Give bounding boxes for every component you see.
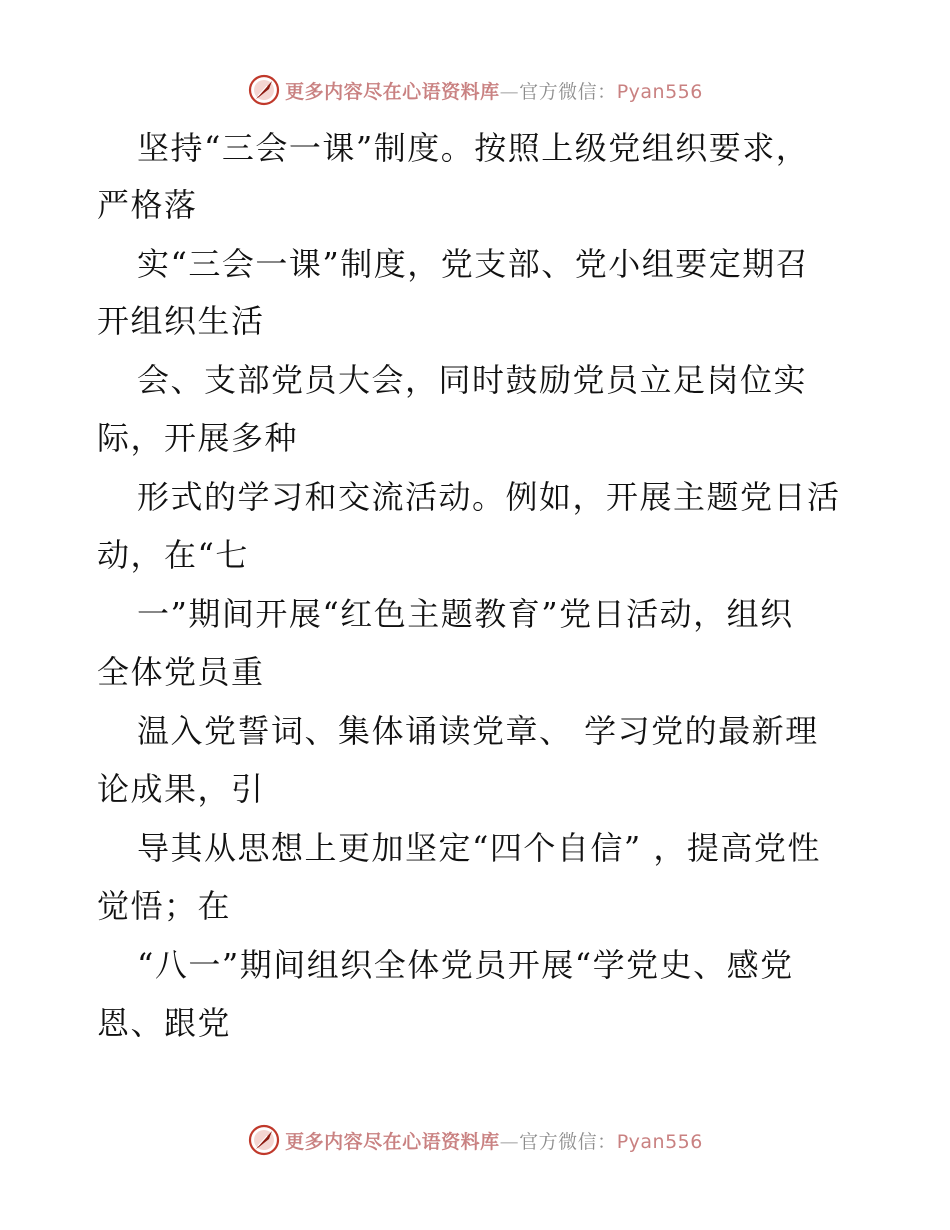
text-line: 温入党誓词、集体诵读党章、 学习党的最新理 [137,712,819,750]
watermark-wechat-label: 官方微信： [519,1130,617,1153]
watermark-dash: — [499,80,520,103]
text-line: 导其从思想上更加坚定“四个自信” ，提高党性 [137,829,821,867]
watermark-wechat-id: Pyan556 [616,80,703,103]
text-line: 论成果，引 [97,770,265,808]
header-watermark [0,70,950,110]
watermark-wechat-label: 官方微信： [519,80,617,103]
watermark-main-text: 更多内容尽在心语资料库 [285,1130,500,1153]
watermark-wechat-id: Pyan556 [616,1130,703,1153]
text-line: 恩、跟党 [97,1004,232,1042]
quill-logo-icon [247,1123,281,1157]
watermark-main-text: 更多内容尽在心语资料库 [285,80,500,103]
text-line: 坚持“三会一课”制度。按照上级党组织要求， [137,129,810,167]
text-line: “八一”期间组织全体党员开展“学党史、感党 [137,946,794,984]
text-line: 觉悟；在 [97,887,232,925]
text-line: 全体党员重 [97,653,265,691]
text-line: 形式的学习和交流活动。例如，开展主题党日活 [137,478,841,516]
watermark-dash: — [499,1130,520,1153]
text-line: 一”期间开展“红色主题教育”党日活动，组织 [137,595,794,633]
text-line: 动，在“七 [97,536,249,574]
text-line: 际，开展多种 [97,419,299,457]
text-line: 实“三会一课”制度，党支部、党小组要定期召 [137,245,810,283]
footer-watermark [0,1120,950,1160]
quill-logo-icon [247,73,281,107]
text-line: 会、支部党员大会，同时鼓励党员立足岗位实 [137,361,808,399]
text-line: 严格落 [97,186,198,224]
text-line: 开组织生活 [97,302,265,340]
